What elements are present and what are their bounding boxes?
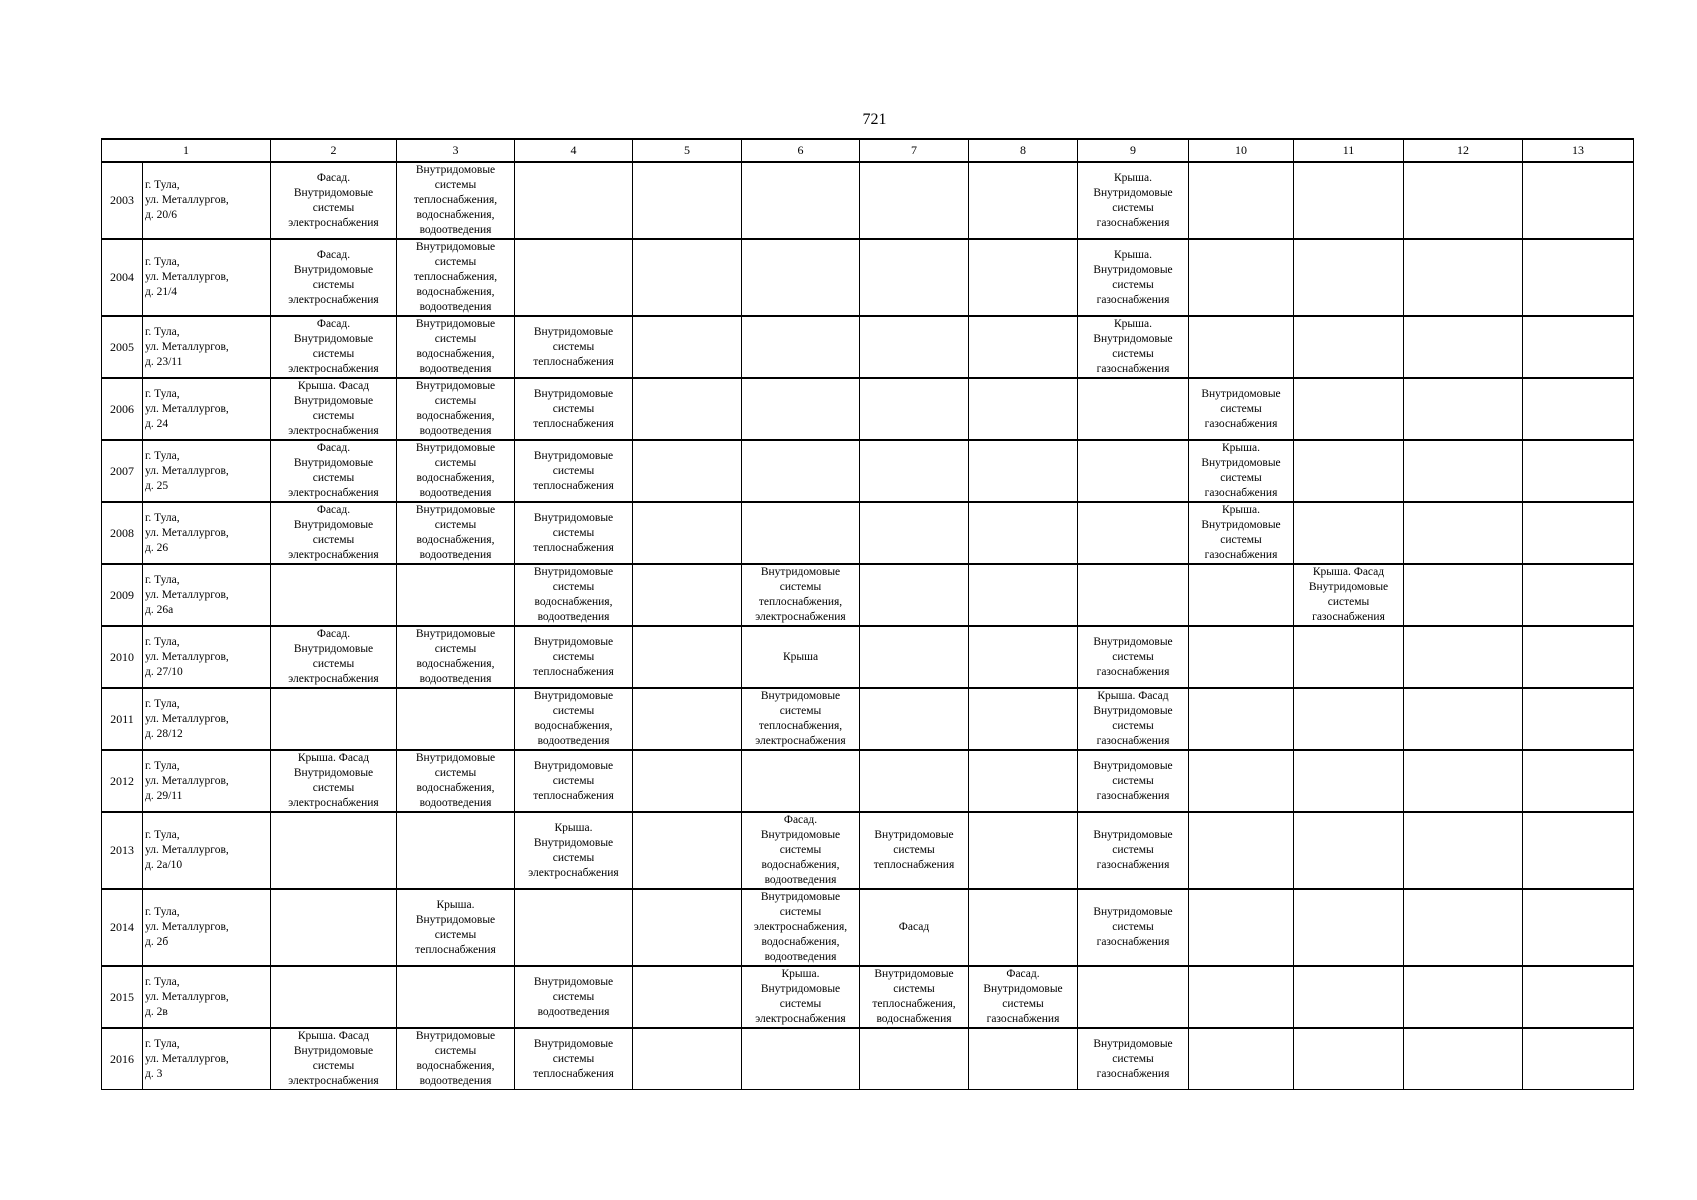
work-cell xyxy=(1078,502,1189,564)
work-cell: Фасад. Внутридомовые системы электроснабжения xyxy=(271,626,397,688)
work-cell xyxy=(271,564,397,626)
work-cell xyxy=(1404,626,1523,688)
work-cell xyxy=(1294,378,1404,440)
work-cell xyxy=(633,889,742,966)
table-row xyxy=(102,889,1634,966)
work-cell: Крыша. Фасад Внутридомовые системы электроснабжения xyxy=(271,750,397,812)
work-cell: Внутридомовые системы водоснабжения, водоотведения xyxy=(397,1028,515,1090)
work-cell xyxy=(271,688,397,750)
work-cell xyxy=(860,162,969,239)
work-cell xyxy=(515,239,633,316)
work-cell xyxy=(1189,1028,1294,1090)
table-row xyxy=(102,1028,1634,1090)
work-cell xyxy=(1523,564,1634,626)
work-cell: Внутридомовые системы теплоснабжения, электроснабжения xyxy=(742,688,860,750)
table-row xyxy=(102,502,1634,564)
header-row xyxy=(102,139,1634,162)
work-cell: Внутридомовые системы водоснабжения, водоотведения xyxy=(397,750,515,812)
work-cell xyxy=(969,626,1078,688)
work-cell xyxy=(1404,440,1523,502)
work-cell xyxy=(633,502,742,564)
work-cell xyxy=(1189,162,1294,239)
work-cell: Фасад. Внутридомовые системы электроснабжения xyxy=(271,162,397,239)
work-cell xyxy=(742,440,860,502)
column-header: 10 xyxy=(1189,139,1294,162)
work-cell xyxy=(969,502,1078,564)
work-cell xyxy=(1189,564,1294,626)
work-cell xyxy=(271,889,397,966)
work-cell xyxy=(633,626,742,688)
work-cell: Внутридомовые системы электроснабжения, водоснабжения, водоотведения xyxy=(742,889,860,966)
work-cell xyxy=(1294,316,1404,378)
work-cell: Внутридомовые системы водоснабжения, водоотведения xyxy=(397,440,515,502)
work-cell xyxy=(1404,966,1523,1028)
work-cell xyxy=(1404,1028,1523,1090)
work-cell xyxy=(742,750,860,812)
work-cell xyxy=(1523,440,1634,502)
work-cell xyxy=(1404,564,1523,626)
work-cell xyxy=(1078,440,1189,502)
work-cell: Внутридомовые системы водоснабжения, водоотведения xyxy=(397,502,515,564)
work-cell xyxy=(1523,966,1634,1028)
work-cell xyxy=(969,564,1078,626)
address-cell: г. Тула, ул. Металлургов, д. 3 xyxy=(143,1028,271,1090)
work-cell xyxy=(1189,316,1294,378)
row-number: 2013 xyxy=(102,812,143,889)
work-cell xyxy=(860,316,969,378)
column-header: 9 xyxy=(1078,139,1189,162)
work-cell xyxy=(1294,162,1404,239)
address-cell: г. Тула, ул. Металлургов, д. 29/11 xyxy=(143,750,271,812)
work-cell: Внутридомовые системы газоснабжения xyxy=(1078,750,1189,812)
work-cell xyxy=(1523,812,1634,889)
work-cell xyxy=(1523,378,1634,440)
work-cell: Внутридомовые системы теплоснабжения xyxy=(515,502,633,564)
work-cell: Крыша. Фасад Внутридомовые системы электроснабжения xyxy=(271,378,397,440)
work-cell xyxy=(1404,889,1523,966)
row-number: 2012 xyxy=(102,750,143,812)
work-cell: Фасад. Внутридомовые системы электроснабжения xyxy=(271,440,397,502)
work-cell xyxy=(1523,626,1634,688)
work-cell: Фасад. Внутридомовые системы газоснабжения xyxy=(969,966,1078,1028)
work-cell: Внутридомовые системы теплоснабжения, электроснабжения xyxy=(742,564,860,626)
work-cell xyxy=(1294,966,1404,1028)
work-cell: Внутридомовые системы газоснабжения xyxy=(1189,378,1294,440)
work-cell: Крыша. Фасад Внутридомовые системы газоснабжения xyxy=(1294,564,1404,626)
address-cell: г. Тула, ул. Металлургов, д. 25 xyxy=(143,440,271,502)
work-cell xyxy=(397,812,515,889)
work-cell: Внутридомовые системы теплоснабжения, водоснабжения, водоотведения xyxy=(397,162,515,239)
table-row xyxy=(102,378,1634,440)
work-cell: Крыша. Внутридомовые системы электроснабжения xyxy=(742,966,860,1028)
row-number: 2003 xyxy=(102,162,143,239)
work-cell xyxy=(1294,750,1404,812)
work-cell xyxy=(1294,626,1404,688)
column-header: 5 xyxy=(633,139,742,162)
work-cell xyxy=(860,626,969,688)
work-cell xyxy=(742,239,860,316)
work-cell: Внутридомовые системы водоотведения xyxy=(515,966,633,1028)
work-cell xyxy=(1404,316,1523,378)
table-row xyxy=(102,626,1634,688)
work-cell xyxy=(742,502,860,564)
column-header: 4 xyxy=(515,139,633,162)
work-cell: Крыша. Внутридомовые системы газоснабжения xyxy=(1078,316,1189,378)
work-cell xyxy=(860,750,969,812)
work-cell xyxy=(742,1028,860,1090)
table-row xyxy=(102,564,1634,626)
column-header: 11 xyxy=(1294,139,1404,162)
work-cell xyxy=(1189,889,1294,966)
work-cell xyxy=(1523,889,1634,966)
work-cell xyxy=(969,316,1078,378)
work-cell xyxy=(1523,750,1634,812)
address-cell: г. Тула, ул. Металлургов, д. 20/6 xyxy=(143,162,271,239)
column-header: 6 xyxy=(742,139,860,162)
column-header: 2 xyxy=(271,139,397,162)
column-header: 12 xyxy=(1404,139,1523,162)
work-cell xyxy=(969,688,1078,750)
work-cell xyxy=(969,750,1078,812)
work-cell xyxy=(633,564,742,626)
work-cell xyxy=(271,966,397,1028)
work-cell xyxy=(860,688,969,750)
work-cell: Фасад. Внутридомовые системы водоснабжения, водоотведения xyxy=(742,812,860,889)
work-cell xyxy=(969,889,1078,966)
work-cell xyxy=(633,812,742,889)
work-cell xyxy=(1189,239,1294,316)
work-cell: Крыша. Фасад Внутридомовые системы газоснабжения xyxy=(1078,688,1189,750)
column-header: 3 xyxy=(397,139,515,162)
work-cell: Внутридомовые системы теплоснабжения xyxy=(515,378,633,440)
work-cell: Крыша xyxy=(742,626,860,688)
work-cell: Крыша. Фасад Внутридомовые системы электроснабжения xyxy=(271,1028,397,1090)
work-cell: Внутридомовые системы водоснабжения, водоотведения xyxy=(515,688,633,750)
work-cell xyxy=(860,502,969,564)
work-cell xyxy=(1294,688,1404,750)
work-cell xyxy=(633,966,742,1028)
address-cell: г. Тула, ул. Металлургов, д. 21/4 xyxy=(143,239,271,316)
address-cell: г. Тула, ул. Металлургов, д. 27/10 xyxy=(143,626,271,688)
work-cell: Крыша. Внутридомовые системы газоснабжения xyxy=(1189,502,1294,564)
work-cell xyxy=(1294,812,1404,889)
work-cell xyxy=(860,440,969,502)
address-cell: г. Тула, ул. Металлургов, д. 2б xyxy=(143,889,271,966)
column-header: 7 xyxy=(860,139,969,162)
repair-schedule-table xyxy=(101,138,1634,1090)
row-number: 2005 xyxy=(102,316,143,378)
work-cell xyxy=(515,162,633,239)
work-cell xyxy=(1189,750,1294,812)
work-cell: Внутридомовые системы теплоснабжения xyxy=(515,626,633,688)
row-number: 2004 xyxy=(102,239,143,316)
work-cell xyxy=(633,378,742,440)
table-row xyxy=(102,440,1634,502)
column-header: 8 xyxy=(969,139,1078,162)
work-cell: Фасад xyxy=(860,889,969,966)
work-cell: Внутридомовые системы водоснабжения, водоотведения xyxy=(397,378,515,440)
work-cell xyxy=(515,889,633,966)
work-cell xyxy=(860,564,969,626)
work-cell xyxy=(1189,966,1294,1028)
work-cell: Фасад. Внутридомовые системы электроснабжения xyxy=(271,239,397,316)
row-number: 2006 xyxy=(102,378,143,440)
work-cell xyxy=(397,564,515,626)
address-cell: г. Тула, ул. Металлургов, д. 28/12 xyxy=(143,688,271,750)
work-cell: Крыша. Внутридомовые системы газоснабжения xyxy=(1078,239,1189,316)
work-cell xyxy=(1189,812,1294,889)
work-cell xyxy=(969,1028,1078,1090)
work-cell: Внутридомовые системы газоснабжения xyxy=(1078,626,1189,688)
work-cell xyxy=(1078,966,1189,1028)
work-cell xyxy=(860,239,969,316)
address-cell: г. Тула, ул. Металлургов, д. 24 xyxy=(143,378,271,440)
address-cell: г. Тула, ул. Металлургов, д. 23/11 xyxy=(143,316,271,378)
row-number: 2014 xyxy=(102,889,143,966)
work-cell xyxy=(742,162,860,239)
work-cell xyxy=(633,688,742,750)
work-cell xyxy=(633,1028,742,1090)
work-cell xyxy=(742,378,860,440)
work-cell xyxy=(1404,750,1523,812)
work-cell: Фасад. Внутридомовые системы электроснабжения xyxy=(271,502,397,564)
work-cell xyxy=(1078,564,1189,626)
work-cell xyxy=(1404,812,1523,889)
work-cell xyxy=(860,378,969,440)
work-cell xyxy=(742,316,860,378)
page-number: 721 xyxy=(862,111,887,128)
work-cell xyxy=(1404,162,1523,239)
work-cell xyxy=(1294,502,1404,564)
work-cell xyxy=(1404,378,1523,440)
work-cell xyxy=(633,239,742,316)
column-header: 13 xyxy=(1523,139,1634,162)
work-cell xyxy=(969,239,1078,316)
work-cell: Внутридомовые системы теплоснабжения xyxy=(860,812,969,889)
work-cell xyxy=(1523,1028,1634,1090)
work-cell xyxy=(969,440,1078,502)
table-row xyxy=(102,162,1634,239)
work-cell: Внутридомовые системы газоснабжения xyxy=(1078,812,1189,889)
work-cell xyxy=(633,316,742,378)
work-cell xyxy=(1404,688,1523,750)
work-cell xyxy=(397,688,515,750)
column-header: 1 xyxy=(102,139,271,162)
work-cell: Внутридомовые системы водоснабжения, водоотведения xyxy=(515,564,633,626)
work-cell xyxy=(1189,688,1294,750)
work-cell xyxy=(1523,239,1634,316)
work-cell xyxy=(1404,502,1523,564)
address-cell: г. Тула, ул. Металлургов, д. 26а xyxy=(143,564,271,626)
work-cell: Крыша. Внутридомовые системы электроснабжения xyxy=(515,812,633,889)
table-row xyxy=(102,316,1634,378)
address-cell: г. Тула, ул. Металлургов, д. 2а/10 xyxy=(143,812,271,889)
work-cell: Внутридомовые системы теплоснабжения xyxy=(515,1028,633,1090)
work-cell xyxy=(1189,626,1294,688)
work-cell xyxy=(1523,316,1634,378)
table-row xyxy=(102,688,1634,750)
table-row xyxy=(102,750,1634,812)
work-cell xyxy=(633,750,742,812)
row-number: 2011 xyxy=(102,688,143,750)
row-number: 2016 xyxy=(102,1028,143,1090)
work-cell xyxy=(969,162,1078,239)
work-cell xyxy=(1523,688,1634,750)
work-cell: Внутридомовые системы теплоснабжения xyxy=(515,750,633,812)
row-number: 2010 xyxy=(102,626,143,688)
table-row xyxy=(102,966,1634,1028)
address-cell: г. Тула, ул. Металлургов, д. 26 xyxy=(143,502,271,564)
row-number: 2015 xyxy=(102,966,143,1028)
work-cell: Внутридомовые системы теплоснабжения, водоснабжения, водоотведения xyxy=(397,239,515,316)
work-cell xyxy=(1294,889,1404,966)
work-cell xyxy=(397,966,515,1028)
work-cell xyxy=(633,162,742,239)
row-number: 2009 xyxy=(102,564,143,626)
work-cell: Фасад. Внутридомовые системы электроснабжения xyxy=(271,316,397,378)
table-row xyxy=(102,812,1634,889)
work-cell xyxy=(860,1028,969,1090)
work-cell xyxy=(969,378,1078,440)
work-cell xyxy=(1523,162,1634,239)
work-cell xyxy=(1523,502,1634,564)
work-cell xyxy=(1294,1028,1404,1090)
work-cell: Крыша. Внутридомовые системы газоснабжения xyxy=(1189,440,1294,502)
work-cell: Крыша. Внутридомовые системы теплоснабжения xyxy=(397,889,515,966)
work-cell: Внутридомовые системы теплоснабжения xyxy=(515,316,633,378)
work-cell: Внутридомовые системы водоснабжения, водоотведения xyxy=(397,316,515,378)
table-row xyxy=(102,239,1634,316)
work-cell: Внутридомовые системы теплоснабжения, водоснабжения xyxy=(860,966,969,1028)
work-cell: Внутридомовые системы газоснабжения xyxy=(1078,1028,1189,1090)
work-cell: Крыша. Внутридомовые системы газоснабжения xyxy=(1078,162,1189,239)
work-cell xyxy=(1294,440,1404,502)
work-cell: Внутридомовые системы водоснабжения, водоотведения xyxy=(397,626,515,688)
work-cell: Внутридомовые системы теплоснабжения xyxy=(515,440,633,502)
work-cell xyxy=(969,812,1078,889)
work-cell xyxy=(1078,378,1189,440)
address-cell: г. Тула, ул. Металлургов, д. 2в xyxy=(143,966,271,1028)
work-cell: Внутридомовые системы газоснабжения xyxy=(1078,889,1189,966)
work-cell xyxy=(271,812,397,889)
work-cell xyxy=(1294,239,1404,316)
work-cell xyxy=(633,440,742,502)
row-number: 2007 xyxy=(102,440,143,502)
row-number: 2008 xyxy=(102,502,143,564)
work-cell xyxy=(1404,239,1523,316)
